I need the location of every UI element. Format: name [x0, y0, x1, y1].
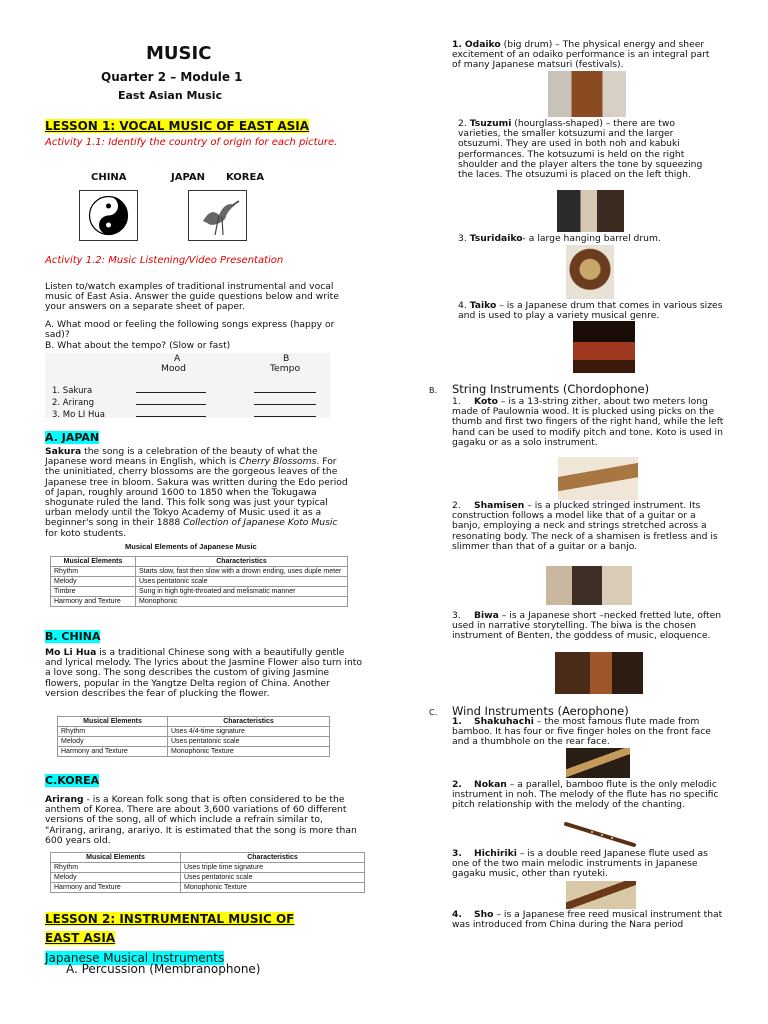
table-row — [58, 747, 330, 757]
table-row — [51, 587, 348, 597]
sho-text: – is a Japanese free reed musical instrument that was introduced from China during the Nara period — [452, 909, 723, 931]
korea-heading — [45, 769, 99, 788]
label-korea: KOREA — [226, 172, 265, 183]
table-row — [51, 597, 348, 607]
intro-text: Listen to/watch examples of traditional instrumental and vocal music of East Asia. Answer the guide questions below and write your answers on a separate sheet of paper. — [45, 281, 339, 313]
answer-item: 2. Arirang — [52, 398, 94, 408]
biwa-text: – is a Japanese short –necked fretted lute, often used in narrative storytelling. The biwa is the chosen instrument of Benten, the goddess of music, eloquence. — [452, 610, 722, 642]
wind-section-title: Wind Instruments (Aerophone) — [452, 704, 629, 718]
yin-yang-picture — [79, 190, 138, 241]
japan-paragraph — [45, 447, 353, 539]
nokan-flute-icon — [562, 818, 638, 850]
item-number: 3. — [452, 848, 462, 859]
mood-blank[interactable] — [136, 396, 206, 405]
table-cell: Uses pentatonic scale — [136, 577, 348, 587]
lesson2-title — [45, 909, 294, 947]
col-b-label: Tempo — [270, 363, 301, 374]
lesson1-title — [45, 115, 309, 134]
answer-rows — [52, 384, 316, 420]
biwa-item — [452, 611, 724, 642]
korea-text: - is a Korean folk song that is often considered to be the anthem of Korea. There are about 3,600 variations of 60 different versions of the song, all of which include a refrain similar to, "Arirang, arirang, arariyo. It is estimated that the song is more than 600 years old. — [45, 794, 357, 846]
tsuzumi-item — [458, 119, 718, 180]
table-row — [51, 567, 348, 577]
item-number: 3. — [458, 233, 467, 244]
koto-name: Koto — [474, 396, 498, 407]
korea-paragraph — [45, 795, 360, 846]
table-cell: Starts slow, fast then slow with a drown ending, uses duple meter — [136, 567, 348, 577]
table-cell: Uses 4/4-time signature — [168, 727, 330, 737]
label-china: CHINA — [91, 172, 127, 183]
table-cell: Harmony and Texture — [51, 883, 181, 893]
shamisen-name: Shamisen — [474, 500, 525, 511]
table-header: Characteristics — [181, 853, 365, 863]
col-a-label: Mood — [161, 363, 187, 374]
odaiko-picture — [548, 71, 626, 117]
yin-yang-icon — [80, 191, 137, 240]
table-row — [58, 727, 330, 737]
koto-picture — [558, 457, 638, 500]
lesson1-title-text: LESSON 1: VOCAL MUSIC OF EAST ASIA — [45, 119, 310, 133]
item-number: 2. — [458, 118, 467, 129]
shakuhachi-name: Shakuhachi — [474, 716, 534, 727]
label-japan: JAPAN — [171, 172, 205, 183]
item-number: 4. — [452, 909, 462, 920]
table-cell: Rhythm — [58, 727, 168, 737]
koto-item — [452, 397, 724, 448]
table-header: Musical Elements — [51, 557, 136, 567]
china-heading-text: B. CHINA — [45, 630, 101, 643]
item-number: 1. — [452, 716, 462, 727]
table-header-row — [51, 853, 365, 863]
table-cell: Monophonic Texture — [168, 747, 330, 757]
page-title: MUSIC — [146, 43, 212, 64]
table-cell: Melody — [51, 577, 136, 587]
hichiriki-item — [452, 849, 724, 880]
answer-table — [45, 353, 330, 418]
sakura-name: Sakura — [45, 446, 82, 457]
answer-item: 1. Sakura — [52, 386, 93, 396]
japan-heading-text: A. JAPAN — [45, 431, 100, 444]
table-header: Characteristics — [168, 717, 330, 727]
table-row — [51, 883, 365, 893]
table-row — [51, 577, 348, 587]
odaiko-item — [452, 40, 712, 71]
nokan-text: – a parallel, bamboo flute is the only melodic instrument in noh. The melody of the flute has no specific pitch relationship with the melody of the chanting. — [452, 779, 719, 811]
string-section-letter: B. — [429, 386, 438, 395]
tsuridaiko-picture — [566, 245, 614, 299]
japan-em-2: Collection of Japanese Koto Music — [183, 517, 338, 529]
activity2-text: Activity 1.2: Music Listening/Video Presentation — [45, 255, 284, 266]
nokan-name: Nokan — [474, 779, 507, 790]
mo-li-hua-name: Mo Li Hua — [45, 647, 97, 658]
japan-text-3: for koto students. — [45, 527, 127, 539]
sho-item — [452, 910, 724, 930]
tempo-blank[interactable] — [254, 396, 316, 405]
col-a-letter: A — [174, 353, 181, 364]
hichiriki-name: Hichiriki — [474, 848, 517, 859]
china-elements-table — [57, 716, 330, 757]
taiko-item — [458, 301, 723, 321]
table-row — [51, 863, 365, 873]
table-row — [51, 873, 365, 883]
table-cell: Monophonic — [136, 597, 348, 607]
lesson2-title-line2: EAST ASIA — [45, 931, 116, 945]
shakuhachi-item — [452, 717, 724, 748]
china-heading — [45, 625, 100, 644]
taiko-text: – is a Japanese drum that comes in various sizes and is used to play a variety musical genre. — [458, 300, 723, 322]
table-header: Characteristics — [136, 557, 348, 567]
answer-item: 3. Mo LI Hua — [52, 410, 105, 420]
table-header-row — [51, 557, 348, 567]
shakuhachi-picture — [566, 748, 630, 778]
table-header-row — [58, 717, 330, 727]
japan-table-title: Musical Elements of Japanese Music — [125, 542, 257, 551]
crane-picture — [188, 190, 247, 241]
korea-elements-table — [50, 852, 365, 893]
answer-row — [52, 384, 316, 396]
wind-section-letter: C. — [429, 708, 438, 717]
koto-text: – is a 13-string zither, about two meters long made of Paulownia wood. It is plucked using picks on the thumb and first two fingers of the right hand, while the left hand can be used to modify pitch and tone. Koto is used in gagaku or as a solo instrument. — [452, 396, 724, 448]
shamisen-picture — [546, 566, 632, 605]
item-number: 1. — [452, 396, 461, 407]
mood-blank[interactable] — [136, 384, 206, 393]
taiko-picture — [573, 321, 635, 373]
answer-row — [52, 396, 316, 408]
shamisen-text: – is a plucked stringed instrument. Its construction follows a model like that of a guitar or a banjo, employing a neck and strings stretched across a resonating body. The neck of a shamisen is fretless and is slimmer than that of a guitar or a banjo. — [452, 500, 718, 552]
crane-icon — [189, 191, 246, 240]
hichiriki-text: – is a double reed Japanese flute used as one of the two main melodic instruments in Japanese gagaku music, other than ryuteki. — [452, 848, 708, 880]
japan-elements-table — [50, 556, 348, 607]
table-cell: Melody — [58, 737, 168, 747]
mood-blank[interactable] — [136, 408, 206, 417]
item-number: 2. — [452, 779, 462, 790]
table-cell: Uses pentatonic scale — [168, 737, 330, 747]
tsuridaiko-text: - a large hanging barrel drum. — [522, 233, 661, 244]
col-b-letter: B — [283, 353, 290, 364]
table-cell: Uses pentatonic scale — [181, 873, 365, 883]
shakuhachi-text: – the most famous flute made from bamboo. It has four or five finger holes on the front face and a thumbhole on the rear face. — [452, 716, 711, 748]
table-header: Musical Elements — [58, 717, 168, 727]
percussion-heading: A. Percussion (Membranophone) — [66, 962, 261, 976]
hichiriki-picture — [566, 881, 636, 909]
table-cell: Rhythm — [51, 567, 136, 577]
string-section-title: String Instruments (Chordophone) — [452, 382, 650, 396]
item-number: 2. — [452, 500, 461, 511]
table-cell: Timbre — [51, 587, 136, 597]
table-cell: Rhythm — [51, 863, 181, 873]
tempo-blank[interactable] — [254, 408, 316, 417]
arirang-name: Arirang — [45, 794, 84, 805]
sho-name: Sho — [474, 909, 494, 920]
japan-text-1: the song is a celebration of the beauty of what the Japanese word means in English, which is — [45, 446, 318, 468]
table-cell: Harmony and Texture — [51, 597, 136, 607]
item-number: 4. — [458, 300, 467, 311]
answer-row — [52, 408, 316, 420]
page-topic: East Asian Music — [118, 89, 223, 102]
instruments-heading-text: Japanese Musical Instruments — [45, 951, 225, 965]
tempo-blank[interactable] — [254, 384, 316, 393]
table-row — [58, 737, 330, 747]
nokan-item — [452, 780, 724, 811]
shamisen-item — [452, 501, 724, 552]
odaiko-text: (big drum) – The physical energy and sheer excitement of an odaiko performance is an integral part of many Japanese matsuri (festivals). — [452, 39, 710, 71]
page-subtitle: Quarter 2 – Module 1 — [101, 70, 243, 84]
biwa-picture — [555, 652, 643, 694]
table-header: Musical Elements — [51, 853, 181, 863]
china-text: is a traditional Chinese song with a beautifully gentle and lyrical melody. The lyrics about the Jasmine Flower also turn into a love song. The song describes the custom of giving Jasmine flowers, popular in the Yangtze Delta region of China. Another — [45, 647, 363, 689]
tsuzumi-picture — [557, 190, 624, 232]
biwa-name: Biwa — [474, 610, 499, 621]
question-a: A. What mood or feeling the following songs express (happy or sad)? — [45, 319, 335, 341]
tsuridaiko-name: Tsuridaiko — [469, 233, 523, 244]
japan-em-1: Cherry Blossoms — [239, 456, 317, 468]
korea-heading-text: C.KOREA — [45, 774, 100, 787]
japan-text-2: . For the uninitiated, cherry blossoms are the gorgeous leaves of the Japanese tree in bloom. Sakura was written during the Edo period of Japan, roughly around 1600 to 1850 when the Tokugawa shogunate ruled the land. This folk song was just your typical urban melody until the Tokyo Academy of Music used it as a beginner's song in their 1888 — [45, 456, 348, 529]
table-cell: Monophonic Texture — [181, 883, 365, 893]
activity1-text: Activity 1.1: Identify the country of origin for each picture. — [45, 137, 338, 148]
table-cell: Sung in high tight-throated and melismatic manner — [136, 587, 348, 597]
item-number: 1. — [452, 39, 462, 50]
japan-heading — [45, 426, 99, 445]
lesson2-title-line1: LESSON 2: INSTRUMENTAL MUSIC OF — [45, 912, 295, 926]
taiko-name: Taiko — [469, 300, 497, 311]
china-paragraph — [45, 648, 363, 699]
china-text-b: version describes the fear of plucking the flower. — [45, 687, 270, 699]
question-b: B. What about the tempo? (Slow or fast) — [45, 340, 231, 351]
tsuridaiko-item — [458, 234, 718, 244]
table-cell: Harmony and Texture — [58, 747, 168, 757]
tsuzumi-text: (hourglass-shaped) – there are two varieties, the smaller kotsuzumi and the larger otsuzumi. They are used in both noh and kabuki performances. The kotsuzumi is held on the right shoulder and the player alters the tone by squeezing the laces. The otsuzumi is placed on the left thigh. — [458, 118, 703, 181]
odaiko-name: Odaiko — [464, 39, 501, 50]
table-cell: Melody — [51, 873, 181, 883]
item-number: 3. — [452, 610, 461, 621]
table-cell: Uses triple time signature — [181, 863, 365, 873]
tsuzumi-name: Tsuzumi — [469, 118, 512, 129]
